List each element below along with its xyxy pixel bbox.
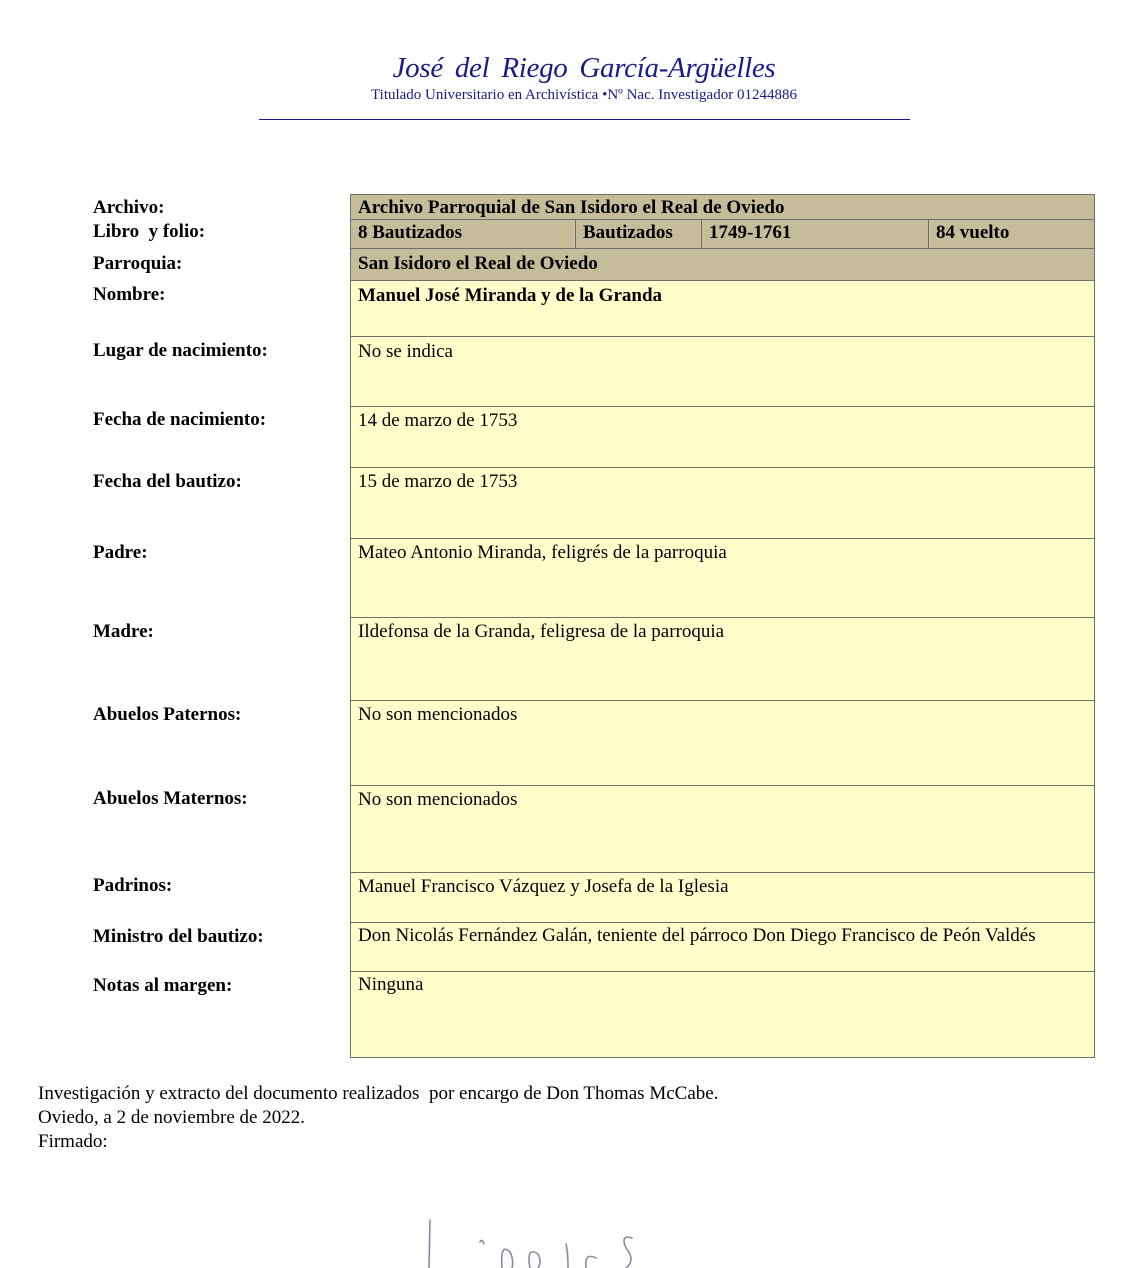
signature [420,1212,680,1268]
label-abuelos-paternos: Abuelos Paternos: [93,704,242,725]
label-notas: Notas al margen: [93,975,233,996]
label-madre: Madre: [93,621,154,642]
value-nombre: Manuel José Miranda y de la Granda [350,280,1095,337]
value-parroquia: San Isidoro el Real de Oviedo [350,248,1095,281]
label-padre: Padre: [93,542,148,563]
value-ministro: Don Nicolás Fernández Galán, teniente del párroco Don Diego Francisco de Peón Valdés [350,922,1095,972]
label-fecha-nacimiento: Fecha de nacimiento: [93,409,267,430]
label-padrinos: Padrinos: [93,875,173,896]
header-divider [259,119,910,120]
footer [38,1082,718,1154]
footer-place-date: Oviedo, a 2 de noviembre de 2022. [38,1107,305,1128]
value-abuelos-maternos: No son mencionados [350,785,1095,873]
label-abuelos-maternos: Abuelos Maternos: [93,788,248,809]
value-libro: 8 Bautizados [350,219,576,249]
label-nombre: Nombre: [93,284,166,305]
value-lugar-nacimiento: No se indica [350,336,1095,407]
value-abuelos-paternos: No son mencionados [350,700,1095,786]
value-padre: Mateo Antonio Miranda, feligrés de la parroquia [350,538,1095,618]
label-archivo: Archivo: [93,197,165,218]
letterhead [0,50,1140,104]
label-ministro: Ministro del bautizo: [93,926,264,947]
value-padrinos: Manuel Francisco Vázquez y Josefa de la Iglesia [350,872,1095,923]
label-parroquia: Parroquia: [93,253,183,274]
value-fecha-bautizo: 15 de marzo de 1753 [350,467,1095,539]
value-fecha-nacimiento: 14 de marzo de 1753 [350,406,1095,468]
value-anios: 1749-1761 [701,219,929,249]
value-archivo: Archivo Parroquial de San Isidoro el Real de Oviedo [350,194,1095,220]
footer-commission: Investigación y extracto del documento realizados por encargo de Don Thomas McCabe. [38,1083,719,1104]
footer-signed-label: Firmado: [38,1131,108,1152]
value-notas: Ninguna [350,971,1095,1058]
author-credentials: Titulado Universitario en Archivística •Nº Nac. Investigador 01244886 [371,87,797,103]
author-name: José del Riego García-Argüelles [392,52,776,84]
label-libro-folio: Libro y folio: [93,221,206,242]
label-fecha-bautizo: Fecha del bautizo: [93,471,242,492]
value-tipo: Bautizados [575,219,702,249]
label-lugar-nacimiento: Lugar de nacimiento: [93,340,268,361]
value-madre: Ildefonsa de la Granda, feligresa de la parroquia [350,617,1095,701]
value-folio: 84 vuelto [928,219,1095,249]
